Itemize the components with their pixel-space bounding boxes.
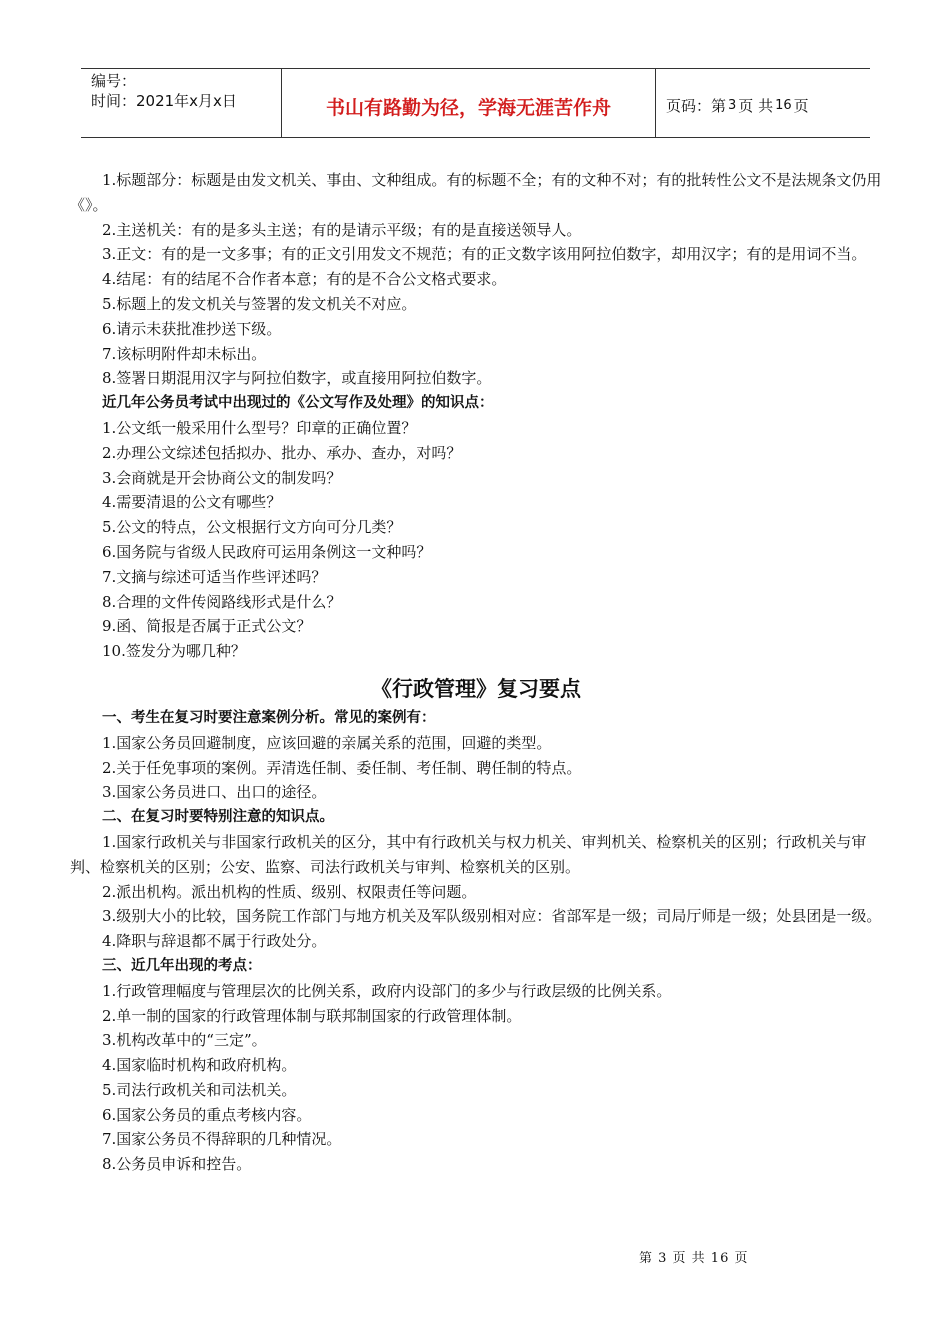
list-item: 1.行政管理幅度与管理层次的比例关系，政府内设部门的多少与行政层级的比例关系。	[102, 981, 672, 1000]
document-body	[70, 168, 882, 1177]
header-meta	[81, 69, 282, 137]
list-item: 3.正文：有的是一文多事；有的正文引用发文不规范；有的正文数字该用阿拉伯数字，却用汉字；有的是用词不当。	[102, 245, 867, 264]
list-item: 8.公务员申诉和控告。	[102, 1155, 252, 1174]
list-item: 2.单一制的国家的行政管理体制与联邦制国家的行政管理体制。	[102, 1006, 522, 1025]
list-item: 3.机构改革中的“三定”。	[102, 1031, 267, 1050]
list-item: 7.国家公务员不得辞职的几种情况。	[102, 1130, 342, 1149]
list-item: 1.国家行政机关与非国家行政机关的区分，其中有行政机关与权力机关、审判机关、检察机关的区别；行政机关与审判、检察机关的区别；公安、监察、司法行政机关与审判、检察机关的区别。	[70, 832, 867, 876]
list-item: 3.国家公务员进口、出口的途径。	[102, 783, 327, 802]
page-mid: 页 共	[738, 96, 774, 115]
document-number-label: 编号：	[91, 72, 137, 90]
header-page-number	[656, 69, 870, 137]
list-item: 9.函、简报是否属于正式公文？	[102, 617, 312, 636]
page-prefix: 页码：第	[666, 96, 727, 115]
list-item: 1.国家公务员回避制度，应该回避的亲属关系的范围，回避的类型。	[102, 733, 552, 752]
list-item: 7.文摘与综述可适当作些评述吗？	[102, 567, 327, 586]
list-item: 4.结尾：有的结尾不合作者本意；有的是不合公文格式要求。	[102, 270, 507, 289]
list-item: 2.办理公文综述包括拟办、批办、承办、查办，对吗？	[102, 443, 462, 462]
list-item: 1.标题部分：标题是由发文机关、事由、文种组成。有的标题不全；有的文种不对；有的批转性公文不是法规条文仍用《》。	[70, 171, 882, 214]
list-item: 5.司法行政机关和司法机关。	[102, 1080, 297, 1099]
list-item: 6.国务院与省级人民政府可运用条例这一文种吗？	[102, 542, 432, 561]
list-item: 3.会商就是开会协商公文的制发吗？	[102, 468, 342, 487]
section-title: 《行政管理》复习要点	[371, 676, 581, 701]
list-item: 4.国家临时机构和政府机构。	[102, 1056, 297, 1075]
list-item: 2.主送机关：有的是多头主送；有的是请示平级；有的是直接送领导人。	[102, 220, 582, 239]
page-total: 16	[775, 97, 792, 113]
list-item: 3.级别大小的比较，国务院工作部门与地方机关及军队级别相对应：省部军是一级；司局厅师是一级；处县团是一级。	[102, 907, 882, 926]
page-current: 3	[728, 97, 737, 113]
page-header	[81, 68, 870, 138]
section-heading: 二、在复习时要特别注意的知识点。	[102, 809, 334, 826]
list-item: 2.派出机构。派出机构的性质、级别、权限责任等问题。	[102, 882, 477, 901]
list-item: 8.签署日期混用汉字与阿拉伯数字，或直接用阿拉伯数字。	[102, 369, 492, 388]
list-item: 6.请示未获批准抄送下级。	[102, 319, 282, 338]
section-heading: 近几年公务员考试中出现过的《公文写作及处理》的知识点：	[102, 395, 494, 412]
list-item: 4.需要清退的公文有哪些？	[102, 493, 282, 512]
document-date: 时间：2021年x月x日	[91, 92, 237, 110]
section-heading: 一、考生在复习时要注意案例分析。常见的案例有：	[102, 709, 436, 726]
header-motto: 书山有路勤为径，学海无涯苦作舟	[282, 69, 656, 137]
list-item: 10.签发分为哪几种？	[102, 642, 246, 661]
list-item: 5.公文的特点，公文根据行文方向可分几类？	[102, 518, 402, 537]
list-item: 4.降职与辞退都不属于行政处分。	[102, 932, 327, 951]
list-item: 6.国家公务员的重点考核内容。	[102, 1105, 312, 1124]
page-footer: 第 3 页 共 16 页	[639, 1251, 749, 1266]
page-suffix: 页	[793, 96, 809, 115]
list-item: 8.合理的文件传阅路线形式是什么？	[102, 592, 342, 611]
section-heading: 三、近几年出现的考点：	[102, 957, 262, 974]
list-item: 5.标题上的发文机关与签署的发文机关不对应。	[102, 294, 417, 313]
list-item: 7.该标明附件却未标出。	[102, 344, 267, 363]
list-item: 1.公文纸一般采用什么型号？印章的正确位置？	[102, 418, 417, 437]
list-item: 2.关于任免事项的案例。弄清选任制、委任制、考任制、聘任制的特点。	[102, 758, 582, 777]
